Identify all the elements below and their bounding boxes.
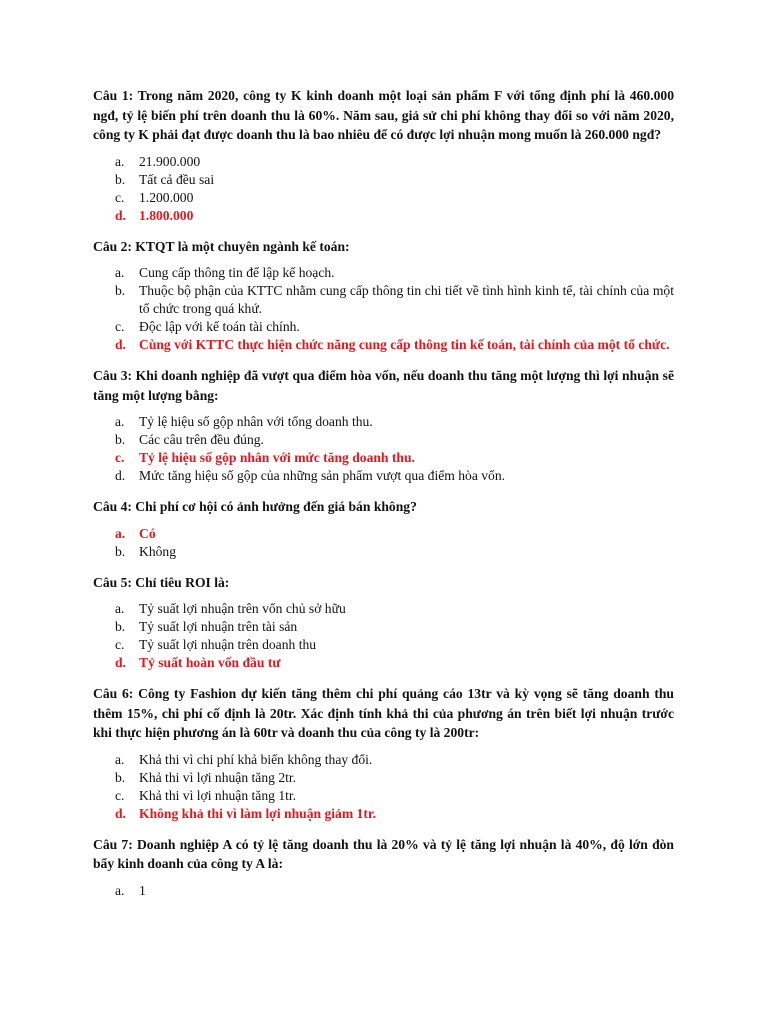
option-text: 1	[139, 882, 146, 898]
option-letter: b.	[115, 283, 126, 298]
question-text: Câu 5: Chỉ tiêu ROI là:	[93, 574, 230, 590]
answer-option	[93, 769, 674, 787]
answer-options	[93, 264, 674, 354]
answer-option	[93, 467, 674, 485]
option-text: 21.900.000	[139, 153, 201, 169]
option-letter: b.	[115, 543, 126, 559]
answer-option-correct	[93, 805, 674, 823]
option-letter: a.	[115, 751, 125, 767]
answer-option	[93, 751, 674, 769]
option-text: 1.800.000	[139, 207, 194, 223]
answer-options	[93, 525, 674, 561]
option-letter: b.	[115, 769, 126, 785]
option-text: Tỷ lệ hiệu số gộp nhân với mức tăng doanh thu.	[139, 450, 415, 465]
answer-option	[93, 431, 674, 449]
option-text: Có	[139, 525, 156, 541]
option-text: Độc lập với kế toán tài chính.	[139, 319, 300, 334]
option-letter: c.	[115, 319, 125, 334]
option-text: Cùng với KTTC thực hiện chức năng cung cấp thông tin kế toán, tài chính của một tổ chức.	[139, 337, 670, 352]
question-3	[93, 366, 674, 485]
option-text: Tỷ suất lợi nhuận trên tài sản	[139, 619, 298, 634]
option-letter: d.	[115, 468, 126, 483]
option-text: Tất cả đều sai	[139, 171, 215, 187]
option-letter: b.	[115, 171, 126, 187]
option-text: Thuộc bộ phận của KTTC nhằm cung cấp thông tin chi tiết về tình hình kinh tế, tài chính của một tổ chức trong quá khứ.	[139, 283, 674, 316]
answer-option-correct	[93, 207, 674, 225]
option-letter: a.	[115, 153, 125, 169]
question-text: Câu 4: Chi phí cơ hội có ảnh hưởng đến giá bán không?	[93, 499, 417, 514]
option-letter: a.	[115, 601, 125, 616]
option-letter: d.	[115, 805, 126, 821]
question-text: Câu 2: KTQT là một chuyên ngành kế toán:	[93, 238, 350, 254]
question-4	[93, 497, 674, 561]
answer-option	[93, 413, 674, 431]
option-text: 1.200.000	[139, 189, 194, 205]
option-text: Mức tăng hiệu số gộp của những sản phẩm vượt qua điểm hòa vốn.	[139, 468, 506, 483]
question-6	[93, 684, 674, 823]
option-letter: b.	[115, 619, 126, 634]
answer-option	[93, 882, 674, 900]
option-letter: c.	[115, 787, 125, 803]
option-letter: c.	[115, 637, 125, 652]
option-text: Tỷ suất lợi nhuận trên vốn chủ sở hữu	[139, 601, 346, 616]
answer-option	[93, 264, 674, 282]
option-text: Không khả thi vì làm lợi nhuận giảm 1tr.	[139, 805, 377, 821]
answer-option-correct	[93, 525, 674, 543]
option-text: Tỷ lệ hiệu số gộp nhân với tổng doanh thu.	[139, 414, 373, 429]
option-text: Khả thi vì chi phí khả biến không thay đổi.	[139, 751, 373, 767]
option-letter: c.	[115, 189, 125, 205]
answer-options	[93, 413, 674, 485]
option-letter: a.	[115, 882, 125, 898]
option-text: Khả thi vì lợi nhuận tăng 1tr.	[139, 787, 297, 803]
question-7	[93, 835, 674, 900]
option-text: Không	[139, 543, 177, 559]
answer-option-correct	[93, 336, 674, 354]
question-text: Câu 6: Công ty Fashion dự kiến tăng thêm chi phí quảng cáo 13tr và kỳ vọng sẽ tăng doanh thu thêm 15%, chi phí cố định là 20tr. Xác định tính khả thi của phương án trên biết lợi nhuận trước khi thực hiện phương án là 60tr và doanh thu của công ty là 200tr:	[93, 686, 674, 740]
option-letter: d.	[115, 337, 126, 352]
answer-option	[93, 636, 674, 654]
question-5	[93, 573, 674, 673]
answer-option	[93, 171, 674, 189]
option-text: Cung cấp thông tin để lập kế hoạch.	[139, 265, 335, 280]
option-text: Khả thi vì lợi nhuận tăng 2tr.	[139, 769, 297, 785]
answer-option-correct	[93, 654, 674, 672]
question-1	[93, 86, 674, 225]
option-text: Tỷ suất lợi nhuận trên doanh thu	[139, 637, 317, 652]
answer-option	[93, 282, 674, 318]
question-text: Câu 1: Trong năm 2020, công ty K kinh doanh một loại sản phẩm F với tổng định phí là 460.000 ngđ, tỷ lệ biến phí trên doanh thu là 60%. Năm sau, giả sử chi phí không thay đổi so với năm 2020, công ty K phải đạt được doanh thu là bao nhiêu để có được lợi nhuận mong muốn là 260.000 ngđ?	[93, 88, 674, 142]
option-text: Tỷ suất hoàn vốn đầu tư	[139, 655, 281, 670]
option-letter: b.	[115, 432, 126, 447]
option-letter: d.	[115, 655, 126, 670]
answer-option-correct	[93, 449, 674, 467]
option-letter: c.	[115, 450, 125, 465]
answer-option	[93, 543, 674, 561]
answer-option	[93, 318, 674, 336]
answer-option	[93, 787, 674, 805]
option-text: Các câu trên đều đúng.	[139, 432, 264, 447]
option-letter: a.	[115, 265, 125, 280]
option-letter: a.	[115, 525, 126, 541]
answer-option	[93, 189, 674, 207]
answer-options	[93, 882, 674, 900]
question-text: Câu 7: Doanh nghiệp A có tỷ lệ tăng doanh thu là 20% và tỷ lệ tăng lợi nhuận là 40%, độ lớn đòn bẩy kinh doanh của công ty A là:	[93, 836, 674, 871]
answer-options	[93, 751, 674, 823]
option-letter: a.	[115, 414, 125, 429]
answer-options	[93, 153, 674, 225]
question-2	[93, 237, 674, 355]
question-text: Câu 3: Khi doanh nghiệp đã vượt qua điểm hòa vốn, nếu doanh thu tăng một lượng thì lợi nhuận sẽ tăng một lượng bằng:	[93, 368, 674, 403]
answer-option	[93, 153, 674, 171]
answer-option	[93, 618, 674, 636]
answer-option	[93, 600, 674, 618]
answer-options	[93, 600, 674, 672]
option-letter: d.	[115, 207, 126, 223]
